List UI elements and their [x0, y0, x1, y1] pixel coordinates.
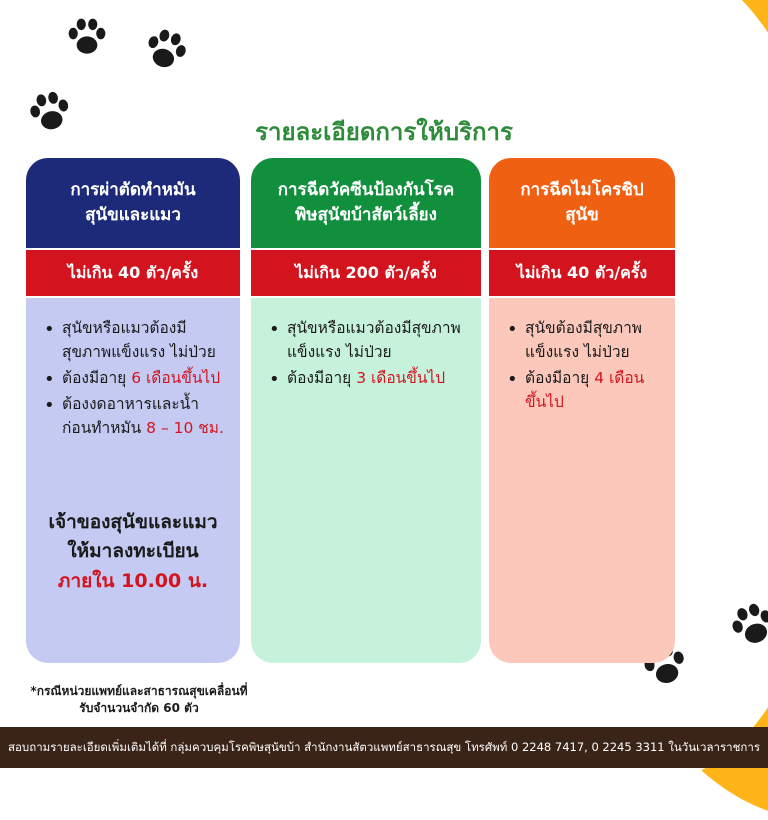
requirement-item: • ต้องมีอายุ 4 เดือนขึ้นไป [503, 366, 661, 414]
contact-footer: สอบถามรายละเอียดเพิ่มเติมได้ที่ กลุ่มควบคุมโรคพิษสุนัขบ้า สำนักงานสัตวแพทย์สาธารณสุข โทรศัพท์ 0 2248 7417, 0 2245 3311 ในวันเวลาราชการ [0, 727, 768, 768]
registration-note-line1: เจ้าของสุนัขและแมว [48, 511, 218, 533]
service-card-microchip [489, 158, 675, 663]
page-title: รายละเอียดการให้บริการ [255, 118, 513, 146]
card-header [489, 158, 675, 248]
card-header-line1: การผ่าตัดทำหมัน [70, 180, 196, 201]
card-header-line1: การฉีดไมโครชิป [520, 180, 644, 201]
card-header-line2: พิษสุนัขบ้าสัตว์เลี้ยง [295, 205, 437, 225]
requirement-item: • ต้องงดอาหารและน้ำก่อนทำหมัน 8 – 10 ชม. [40, 392, 226, 440]
footnote-line1: *กรณีหน่วยแพทย์และสาธารณสุขเคลื่อนที่ [30, 684, 248, 698]
requirement-list [265, 316, 467, 390]
card-body [489, 298, 675, 663]
requirement-item: • สุนัขหรือแมวต้องมีสุขภาพแข็งแรง ไม่ป่วย [40, 316, 226, 364]
requirement-item: • สุนัขหรือแมวต้องมีสุขภาพแข็งแรง ไม่ป่วย [265, 316, 467, 364]
requirement-item: • ต้องมีอายุ 6 เดือนขึ้นไป [40, 366, 226, 390]
card-header [251, 158, 481, 248]
paw-print-icon [136, 20, 196, 80]
card-header-line2: สุนัข [565, 205, 599, 225]
card-limit-band: ไม่เกิน 40 ตัว/ครั้ง [26, 248, 240, 298]
footnote-line2: รับจำนวนจำกัด 60 ตัว [79, 700, 199, 715]
mobile-unit-footnote [8, 683, 270, 717]
paw-print-icon [64, 14, 110, 60]
card-body [251, 298, 481, 663]
service-card-sterilization [26, 158, 240, 663]
card-header-line2: สุนัขและแมว [85, 205, 181, 225]
registration-note [26, 508, 240, 596]
requirement-list [503, 316, 661, 414]
card-limit-band: ไม่เกิน 200 ตัว/ครั้ง [251, 248, 481, 298]
requirement-list [40, 316, 226, 440]
card-header-line1: การฉีดวัคซีนป้องกันโรค [277, 180, 455, 201]
requirement-item: • ต้องมีอายุ 3 เดือนขึ้นไป [265, 366, 467, 390]
service-card-rabies-vaccine [251, 158, 481, 663]
card-header [26, 158, 240, 248]
registration-note-line2: ให้มาลงทะเบียน [67, 540, 199, 563]
registration-deadline: ภายใน 10.00 น. [57, 569, 209, 592]
card-limit-band: ไม่เกิน 40 ตัว/ครั้ง [489, 248, 675, 298]
requirement-item: • สุนัขต้องมีสุขภาพแข็งแรง ไม่ป่วย [503, 316, 661, 364]
card-body [26, 298, 240, 663]
